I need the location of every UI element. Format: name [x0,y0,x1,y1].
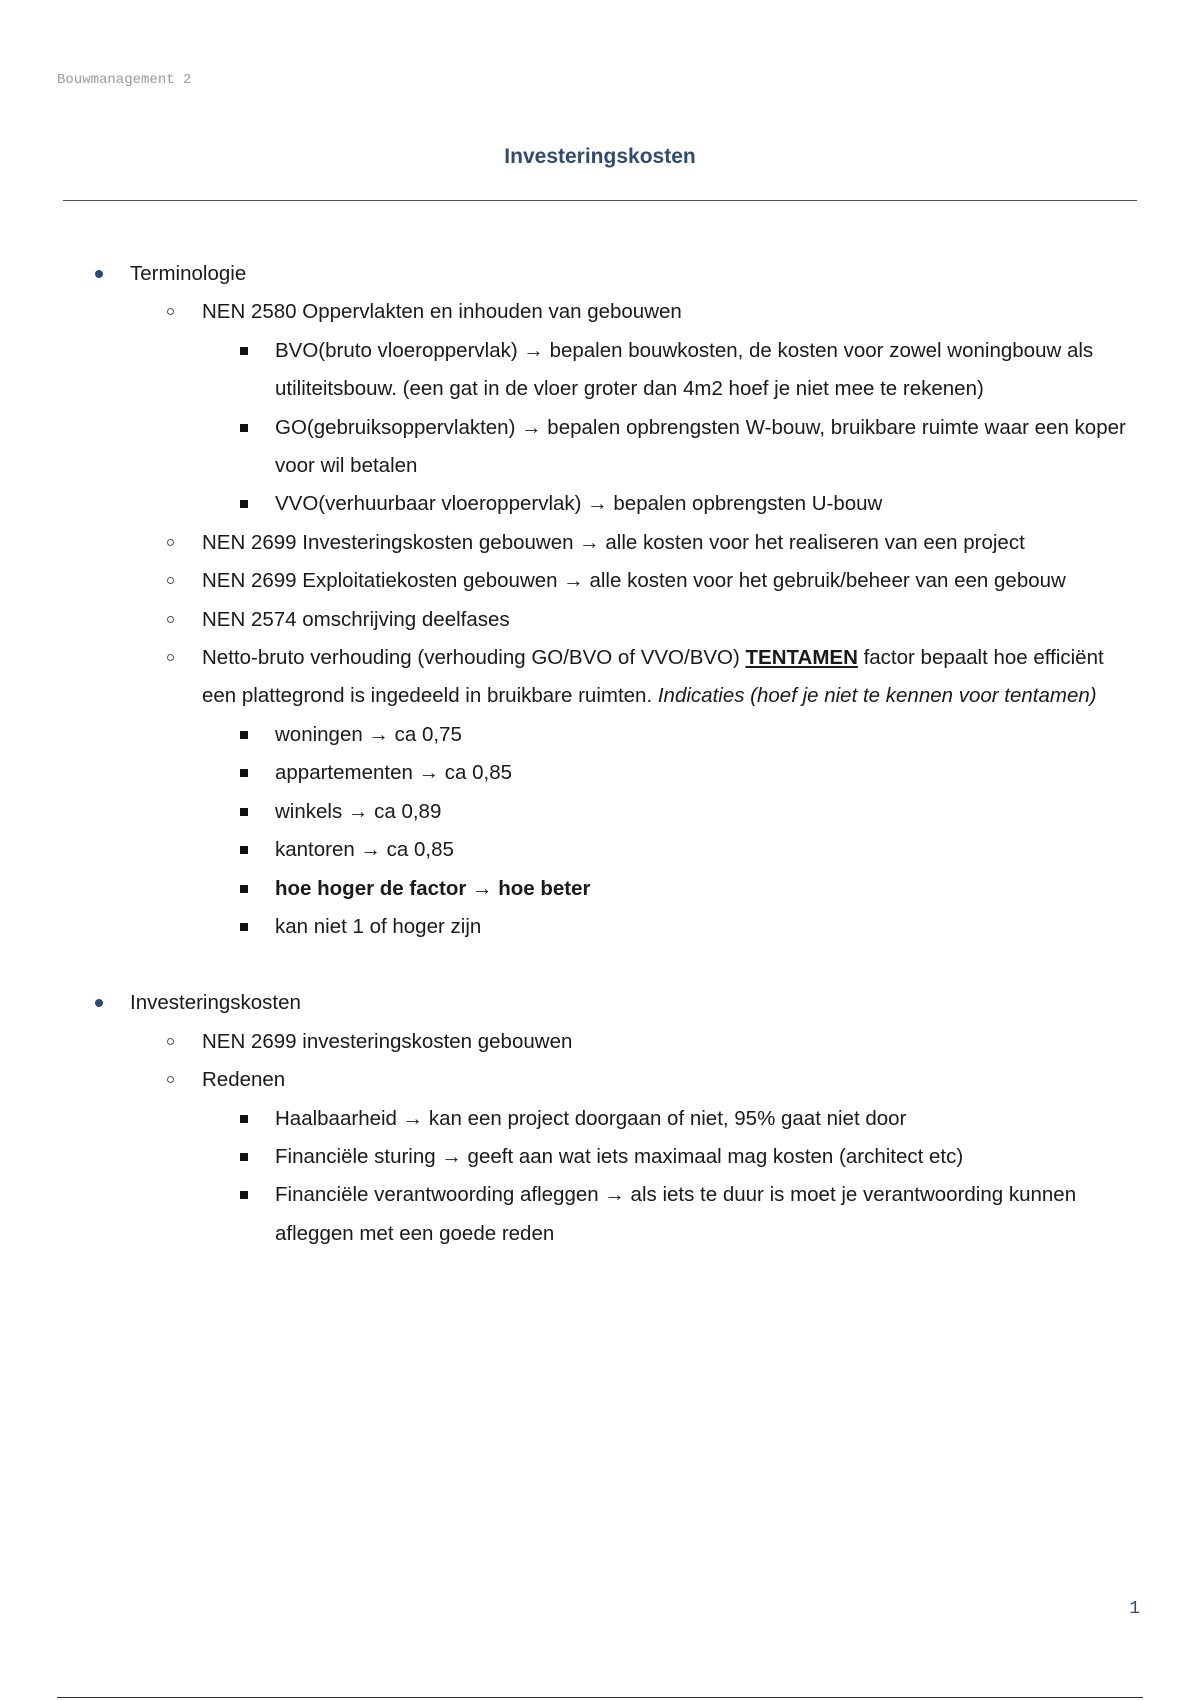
list-item [202,332,1200,409]
square-bullet-icon [240,769,248,777]
footer-divider [57,1697,1143,1698]
list-item [202,908,1200,946]
list-item [202,793,1200,831]
list-item [130,524,1200,562]
text-segment: Netto-bruto verhouding (verhouding GO/BVO of VVO/BVO) [202,646,746,670]
list-item-text [202,639,1112,716]
list-item [202,831,1200,869]
list-item-text: Redenen [202,1068,286,1092]
list-item-text: kantoren → ca 0,85 [275,838,454,862]
page-title: Investeringskosten [504,145,696,168]
running-header: Bouwmanagement 2 [57,72,192,88]
square-bullet-icon [240,1115,248,1123]
square-bullet-icon [240,731,248,739]
italic-note: Indicaties (hoef je niet te kennen voor tentamen) [657,684,1097,708]
square-bullet-icon [240,500,248,508]
list-item [202,1100,1200,1138]
square-bullet-icon [240,347,248,355]
list-item-text: hoe hoger de factor → hoe beter [275,876,591,900]
list-item [130,601,1200,639]
list-item [202,485,1200,523]
list-item-text: kan niet 1 of hoger zijn [275,914,482,938]
list-item-text: NEN 2699 investeringskosten gebouwen [202,1029,573,1053]
list-item-netto-bruto [130,639,1200,946]
list-item-text: Haalbaarheid → kan een project doorgaan of niet, 95% gaat niet door [275,1106,907,1130]
title-divider [63,200,1137,201]
list-item-text: Financiële sturing → geeft aan wat iets maximaal mag kosten (architect etc) [275,1144,964,1168]
list-item [130,1023,1200,1061]
sublist [130,1023,1200,1253]
list-item-text: GO(gebruiksoppervlakten) → bepalen opbrengsten W-bouw, bruikbare ruimte waar een koper voor wil betalen [275,415,1126,478]
hollow-circle-bullet-icon [167,654,174,661]
list-item [202,716,1200,754]
list-item-investeringskosten [0,984,1200,1253]
section-heading: Terminologie [130,262,247,285]
list-item [202,409,1200,486]
square-bullet-icon [240,923,248,931]
section-heading: Investeringskosten [130,991,301,1015]
hollow-circle-bullet-icon [167,308,174,315]
square-bullet-icon [240,424,248,432]
sublist [202,1100,1200,1254]
list-item-text: VVO(verhuurbaar vloeroppervlak) → bepalen opbrengsten U-bouw [275,492,883,516]
list-item-text: appartementen → ca 0,85 [275,761,513,785]
list-item [130,293,1200,523]
square-bullet-icon [240,885,248,893]
list-item [202,1176,1200,1253]
sublist [202,716,1200,946]
list-item [202,870,1200,908]
list-item-text: Financiële verantwoording afleggen → als iets te duur is moet je verantwoording kunnen afleggen met een goede reden [275,1183,1077,1245]
list-item-text: winkels → ca 0,89 [275,799,442,823]
hollow-circle-bullet-icon [167,539,174,546]
text-segment: factor bepaalt hoe efficiënt een plattegrond is ingedeeld in bruikbare ruimten. [202,646,1104,708]
list-item [202,754,1200,792]
square-bullet-icon [240,808,248,816]
document-body [0,255,1200,1253]
square-bullet-icon [240,846,248,854]
filled-circle-bullet-icon [95,270,103,278]
sublist [202,332,1200,524]
hollow-circle-bullet-icon [167,1038,174,1045]
list-item-text: NEN 2699 Investeringskosten gebouwen → alle kosten voor het realiseren van een project [202,530,1025,554]
list-item-text: NEN 2699 Exploitatiekosten gebouwen → alle kosten voor het gebruik/beheer van een gebouw [202,569,1066,593]
list-item-terminologie [0,255,1200,946]
square-bullet-icon [240,1153,248,1161]
list-item-text: woningen → ca 0,75 [275,722,462,746]
exam-emphasis: TENTAMEN [745,646,858,670]
sublist [130,293,1200,946]
outline-list [0,255,1200,1253]
list-item [202,1138,1200,1176]
hollow-circle-bullet-icon [167,616,174,623]
square-bullet-icon [240,1191,248,1199]
page-number: 1 [1129,1599,1140,1619]
list-item [130,1061,1200,1253]
list-item-text: NEN 2574 omschrijving deelfases [202,607,510,631]
list-item [130,562,1200,600]
hollow-circle-bullet-icon [167,577,174,584]
list-item-text: BVO(bruto vloeroppervlak) → bepalen bouwkosten, de kosten voor zowel woningbouw als utiliteitsbouw. (een gat in de vloer groter dan 4m2 hoef je niet mee te rekenen) [275,338,1094,401]
filled-circle-bullet-icon [95,999,103,1007]
list-item-text: NEN 2580 Oppervlakten en inhouden van gebouwen [202,300,682,324]
hollow-circle-bullet-icon [167,1076,174,1083]
